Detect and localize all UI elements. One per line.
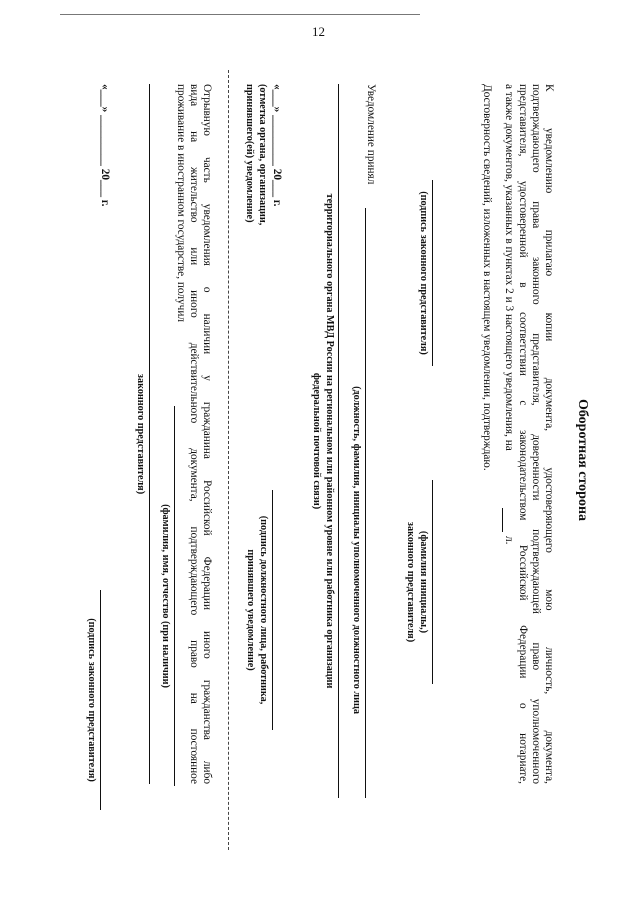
rotated-form bbox=[75, 70, 595, 850]
form-title: Оборотная сторона bbox=[575, 398, 590, 522]
name-caption-line-1: (фамилия инициалы,) bbox=[418, 530, 429, 634]
tearoff-line-3: проживание в иностранном государстве, получил bbox=[175, 84, 187, 323]
official-signature-caption-2: принявшего уведомление) bbox=[245, 549, 256, 671]
legal-rep-caption: законного представителя) bbox=[135, 373, 146, 495]
accepted-label: Уведомление принял bbox=[365, 84, 377, 185]
signature-line-2 bbox=[100, 590, 101, 810]
signature-caption: (подпись законного представителя) bbox=[418, 191, 429, 355]
name-line bbox=[432, 480, 433, 684]
page-number: 12 bbox=[312, 24, 325, 39]
intro-line-1: К уведомлению прилагаю копии документа, удостоверяющего мою личность, документа, bbox=[543, 84, 555, 784]
top-rule bbox=[60, 14, 420, 15]
accuracy-statement: Достоверность сведений, изложенных в настоящем уведомлении, подтверждаю. bbox=[481, 84, 493, 471]
tearoff-line-2: вида на жительство или иного действительного документа, подтверждающего право на постоянное bbox=[188, 84, 200, 784]
intro-line-4: а также документов, указанных в пунктах 2 и 3 настоящего уведомления, на bbox=[503, 84, 515, 451]
accepted-line bbox=[365, 208, 366, 798]
intro-line-4-end: л. bbox=[503, 536, 515, 545]
tearoff-line-1: Отрывную часть уведомления о наличии у гражданина Российской Федерации иного гражданства либо bbox=[201, 84, 213, 784]
date-line: «___» _________ 20___ г. bbox=[271, 84, 283, 207]
accepted-caption-line-3: федеральной почтовой связи) bbox=[311, 372, 322, 510]
date-line-2: «___» _________ 20___ г. bbox=[99, 84, 111, 207]
fio-caption: (фамилия, имя, отчество (при наличии) bbox=[160, 504, 171, 688]
official-signature-line bbox=[272, 490, 273, 730]
signature-line bbox=[432, 180, 433, 366]
org-mark-line-1: (отметка органа, организации, bbox=[257, 84, 268, 226]
intro-line-3: представителя, удостоверенной в соответствии с законодательством Российской Федерации о нотариате, bbox=[517, 84, 529, 784]
name-caption-line-2: законного представителя) bbox=[405, 521, 416, 643]
accepted-caption: (должность, фамилия, инициалы уполномоченного должностного лица bbox=[351, 386, 362, 714]
signature-caption-2: (подпись законного представителя) bbox=[86, 618, 97, 782]
recipient-name-line bbox=[174, 406, 175, 786]
org-mark-line-2: принявшего(ей) уведомление) bbox=[244, 84, 255, 223]
recipient-name-line-2 bbox=[149, 84, 150, 784]
sheets-count-line bbox=[502, 508, 503, 532]
accepted-line-2 bbox=[338, 84, 339, 798]
accepted-caption-line-2: территориального органа МВД России на региональном или районном уровне или работника организации bbox=[324, 193, 335, 689]
official-signature-caption-1: (подпись должностного лица, работника, bbox=[258, 515, 269, 705]
intro-line-2: подтверждающего права законного представителя, доверенности подтверждающей право уполномоченного bbox=[530, 84, 542, 784]
tear-off-cut-line bbox=[228, 70, 229, 850]
